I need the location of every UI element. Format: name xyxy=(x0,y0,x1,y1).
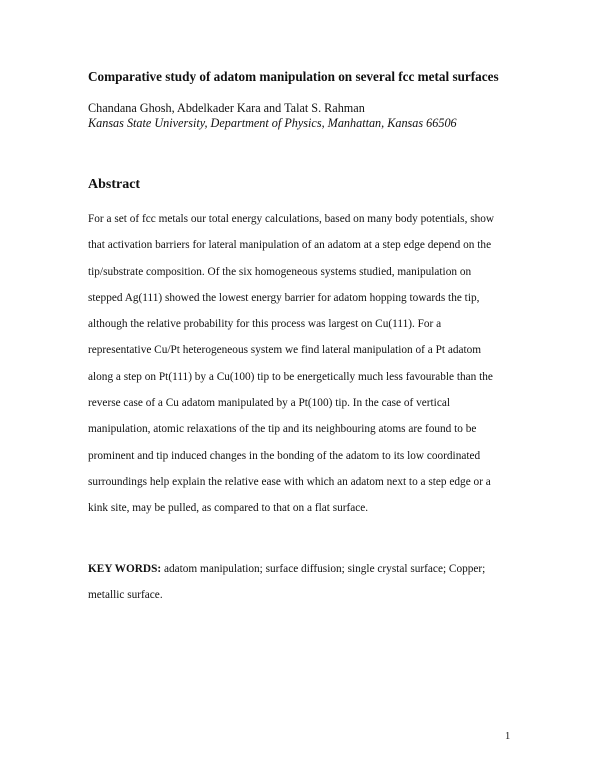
abstract-line: tip/substrate composition. Of the six homogeneous systems studied, manipulation on xyxy=(88,265,472,278)
abstract-heading: Abstract xyxy=(88,177,141,192)
page-number: 1 xyxy=(505,731,511,742)
abstract-line: kink site, may be pulled, as compared to that on a flat surface. xyxy=(88,502,369,515)
abstract-line: manipulation, atomic relaxations of the tip and its neighbouring atoms are found to be xyxy=(88,423,477,436)
abstract-line: surroundings help explain the relative ease with which an adatom next to a step edge or a xyxy=(88,475,491,488)
keywords-line: metallic surface. xyxy=(88,589,163,602)
abstract-line: representative Cu/Pt heterogeneous system we find lateral manipulation of a Pt adatom xyxy=(88,344,482,357)
abstract-line: reverse case of a Cu adatom manipulated by a Pt(100) tip. In the case of vertical xyxy=(88,397,450,410)
abstract-line: although the relative probability for this process was largest on Cu(111). For a xyxy=(88,318,442,331)
paper-title: Comparative study of adatom manipulation on several fcc metal surfaces xyxy=(88,69,499,84)
author-list: Chandana Ghosh, Abdelkader Kara and Talat S. Rahman xyxy=(88,101,365,115)
abstract-body xyxy=(88,206,520,522)
affiliation: Kansas State University, Department of Physics, Manhattan, Kansas 66506 xyxy=(88,116,457,130)
keywords-label: KEY WORDS: xyxy=(88,563,162,575)
abstract-line: prominent and tip induced changes in the bonding of the adatom to its low coordinated xyxy=(88,449,481,462)
keywords-line xyxy=(88,556,520,582)
abstract-line: For a set of fcc metals our total energy calculations, based on many body potentials, show xyxy=(88,213,495,225)
abstract-line: stepped Ag(111) showed the lowest energy barrier for adatom hopping towards the tip, xyxy=(88,291,480,304)
abstract-line: along a step on Pt(111) by a Cu(100) tip to be energetically much less favourable than the xyxy=(88,370,493,383)
keywords-text: adatom manipulation; surface diffusion; single crystal surface; Copper; xyxy=(161,563,486,575)
abstract-line: that activation barriers for lateral manipulation of an adatom at a step edge depend on the xyxy=(88,239,492,252)
keywords-section xyxy=(88,556,520,609)
